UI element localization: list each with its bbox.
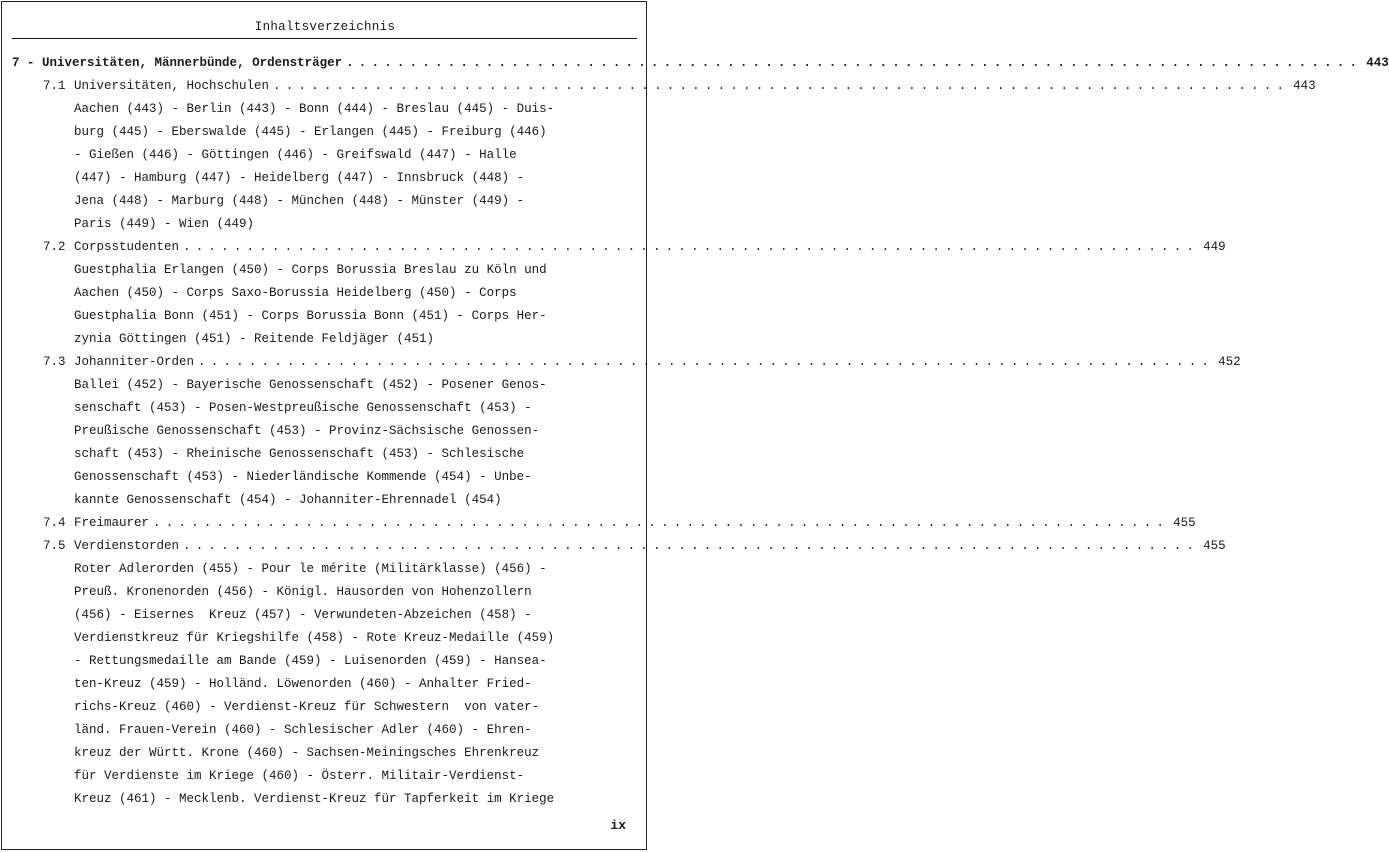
entry-text-line: richs-Kreuz (460) - Verdienst-Kreuz für Schwestern von vater- [74, 700, 540, 714]
section-number: 7.2 [43, 240, 66, 254]
entry-text-line: (447) - Hamburg (447) - Heidelberg (447) - Innsbruck (448) - [74, 171, 525, 185]
entry-text-line: zynia Göttingen (451) - Reitende Feldjäger (451) [74, 332, 435, 346]
entry-text-line: ten-Kreuz (459) - Holländ. Löwenorden (460) - Anhalter Fried- [74, 677, 532, 691]
section-title: Verdienstorden [74, 539, 180, 553]
entry-text-line: Preußische Genossenschaft (453) - Provinz-Sächsische Genossen- [74, 424, 540, 438]
section-page: 449 [1203, 240, 1226, 254]
section-page: 455 [1173, 516, 1196, 530]
section-page: 443 [1293, 79, 1316, 93]
section-title: Johanniter-Orden [74, 355, 195, 369]
entry-text-line: kreuz der Württ. Krone (460) - Sachsen-Meiningsches Ehrenkreuz [74, 746, 540, 760]
section-number: 7.4 [43, 516, 66, 530]
chapter-page: 443 [1366, 56, 1389, 70]
dot-leader: ................................................................................ [198, 355, 1215, 369]
running-header: Inhaltsverzeichnis [254, 20, 396, 34]
entry-text-line: Verdienstkreuz für Kriegshilfe (458) - Rote Kreuz-Medaille (459) [74, 631, 555, 645]
section-title: Freimaurer [74, 516, 150, 530]
section-heading [43, 515, 149, 531]
section-page: 455 [1203, 539, 1226, 553]
entry-text-line: burg (445) - Eberswalde (445) - Erlangen (445) - Freiburg (446) [74, 125, 547, 139]
section-entry [43, 538, 1226, 554]
entry-text-line: Kreuz (461) - Mecklenb. Verdienst-Kreuz für Tapferkeit im Kriege [74, 792, 555, 806]
section-number: 7.1 [43, 79, 66, 93]
section-heading [43, 239, 179, 255]
chapter-title: Universitäten, Männerbünde, Ordensträger [42, 56, 343, 70]
dot-leader: ................................................................................ [346, 56, 1363, 70]
entry-text-line: Aachen (450) - Corps Saxo-Borussia Heidelberg (450) - Corps [74, 286, 517, 300]
dot-leader: ................................................................................ [183, 539, 1200, 553]
section-title: Corpsstudenten [74, 240, 180, 254]
dot-leader: ................................................................................ [153, 516, 1170, 530]
entry-text-line: länd. Frauen-Verein (460) - Schlesischer Adler (460) - Ehren- [74, 723, 532, 737]
chapter-title-line: 7 - Universitäten, Männerbünde, Ordensträger [12, 56, 343, 70]
entry-text-line: (456) - Eisernes Kreuz (457) - Verwundeten-Abzeichen (458) - [74, 608, 532, 622]
section-heading [43, 354, 194, 370]
entry-text-line: für Verdienste im Kriege (460) - Österr. Militair-Verdienst- [74, 769, 525, 783]
entry-text-line: Jena (448) - Marburg (448) - München (448) - Münster (449) - [74, 194, 525, 208]
page-numeral: ix [610, 818, 626, 833]
entry-text-line: Guestphalia Bonn (451) - Corps Borussia Bonn (451) - Corps Her- [74, 309, 547, 323]
section-number: 7.5 [43, 539, 66, 553]
section-heading [43, 538, 179, 554]
entry-text-line: Genossenschaft (453) - Niederländische Kommende (454) - Unbe- [74, 470, 532, 484]
section-page: 452 [1218, 355, 1241, 369]
entry-text-line: - Rettungsmedaille am Bande (459) - Luisenorden (459) - Hansea- [74, 654, 547, 668]
section-entry [43, 354, 1241, 370]
entry-text-line: schaft (453) - Rheinische Genossenschaft (453) - Schlesische [74, 447, 525, 461]
section-title: Universitäten, Hochschulen [74, 79, 270, 93]
entry-text-line: Paris (449) - Wien (449) [74, 217, 255, 231]
entry-text-line: Aachen (443) - Berlin (443) - Bonn (444) - Breslau (445) - Duis- [74, 102, 555, 116]
section-entry [43, 515, 1196, 531]
dot-leader: ................................................................................ [273, 79, 1290, 93]
entry-text-line: kannte Genossenschaft (454) - Johanniter-Ehrennadel (454) [74, 493, 502, 507]
entry-text-line: Ballei (452) - Bayerische Genossenschaft (452) - Posener Genos- [74, 378, 547, 392]
dot-leader: ................................................................................ [183, 240, 1200, 254]
section-entry [43, 239, 1226, 255]
section-number: 7.3 [43, 355, 66, 369]
section-heading [43, 78, 269, 94]
chapter-entry [12, 55, 1389, 71]
entry-text-line: Preuß. Kronenorden (456) - Königl. Hausorden von Hohenzollern [74, 585, 532, 599]
entry-text-line: Roter Adlerorden (455) - Pour le mérite (Militärklasse) (456) - [74, 562, 547, 576]
chapter-number: 7 [12, 56, 20, 70]
header-rule [12, 38, 637, 39]
section-entry [43, 78, 1316, 94]
entry-text-line: senschaft (453) - Posen-Westpreußische Genossenschaft (453) - [74, 401, 532, 415]
entry-text-line: - Gießen (446) - Göttingen (446) - Greifswald (447) - Halle [74, 148, 517, 162]
entry-text-line: Guestphalia Erlangen (450) - Corps Borussia Breslau zu Köln und [74, 263, 547, 277]
